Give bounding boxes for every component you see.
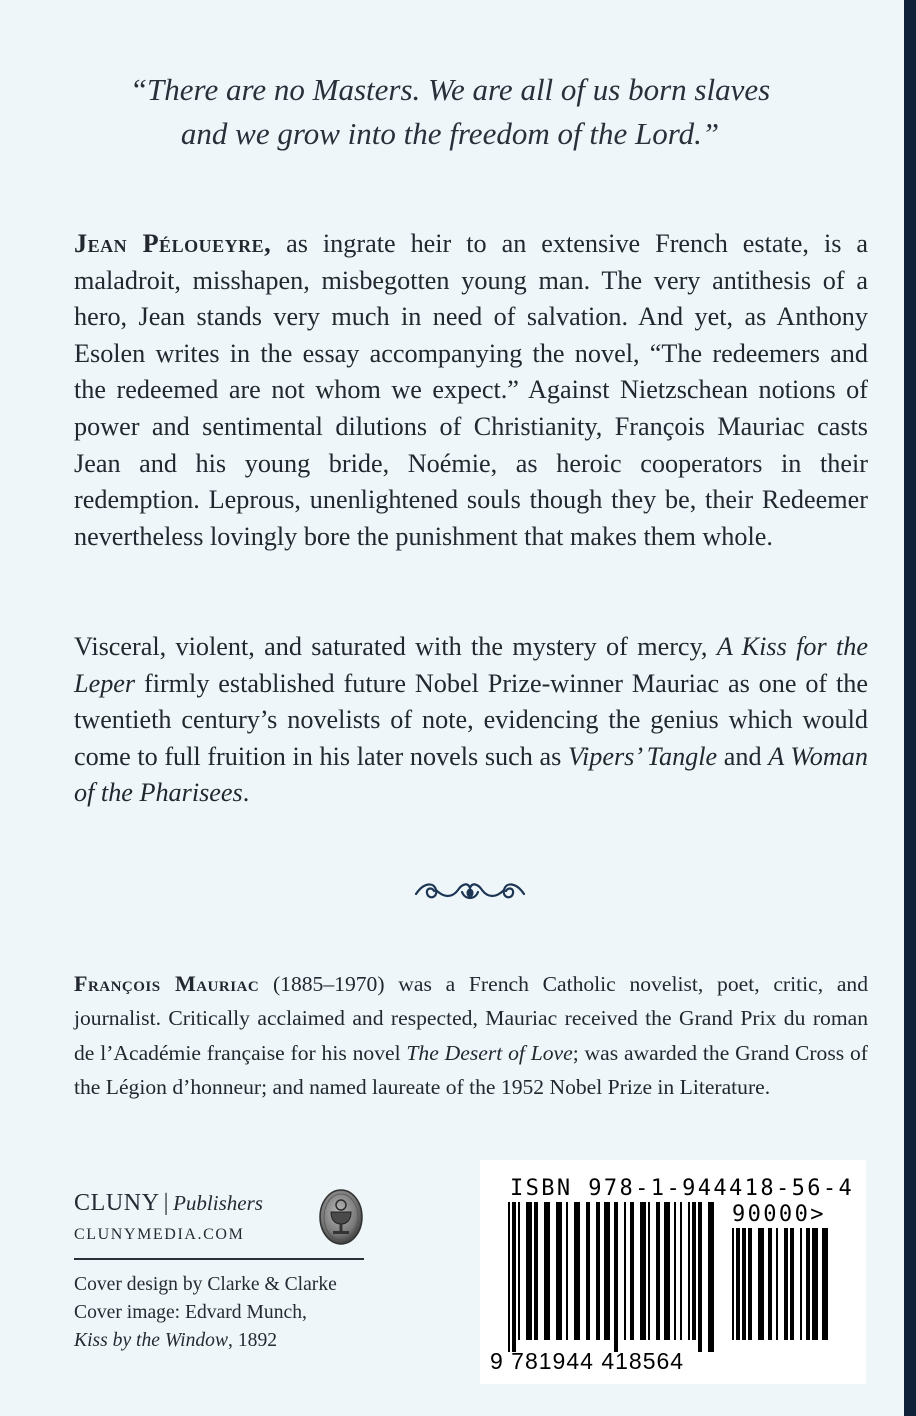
barcode-bar: [776, 1228, 778, 1340]
barcode-bar: [758, 1228, 764, 1340]
barcode-bar: [784, 1228, 788, 1340]
barcode-bar: [526, 1202, 532, 1340]
spine-edge: [904, 0, 916, 1416]
barcode-bar: [566, 1202, 568, 1340]
quote-line-2: and we grow into the freedom of the Lord.”: [180, 116, 720, 151]
barcode-box: [480, 1160, 866, 1384]
barcode-bar: [544, 1202, 550, 1340]
author-bio: [74, 967, 868, 1105]
publisher-url[interactable]: CLUNYMEDIA.COM: [74, 1226, 245, 1243]
scroll-flourish-icon: [412, 872, 528, 912]
publisher-block: [74, 1186, 364, 1256]
blurb-paragraph-1: [74, 226, 868, 555]
cover-credits: [74, 1271, 374, 1355]
barcode-bar: [604, 1202, 610, 1340]
barcode-bar: [508, 1202, 510, 1352]
isbn-number: ISBN 978-1-944418-56-4: [510, 1176, 855, 1201]
barcode-bar: [736, 1228, 740, 1340]
barcode-bar: [664, 1202, 670, 1340]
barcode-bar: [518, 1202, 520, 1340]
barcode-bar: [596, 1202, 600, 1340]
barcode-bar: [698, 1202, 702, 1352]
publisher-divider: [74, 1258, 364, 1260]
quote-line-1: “There are no Masters. We are all of us born slaves: [129, 72, 771, 107]
publisher-label: Publishers: [173, 1191, 263, 1215]
blurb-paragraph-2: [74, 629, 868, 812]
barcode-bar: [656, 1202, 660, 1340]
epigraph-quote: [60, 68, 840, 156]
bio-text-a: (1885–1970) was a French Catholic novelist, poet, critic, and journalist. Critically acclaimed and respected, Mauriac received the Grand Prix du roman de l’Académie française for his novel: [74, 972, 869, 1065]
barcode-bar: [748, 1228, 752, 1340]
chalice-seal-icon: [318, 1188, 364, 1246]
author-name: François Mauriac: [74, 971, 260, 996]
barcode-bar: [534, 1202, 538, 1340]
blurb-lead-name: Jean Péloueyre,: [74, 229, 272, 258]
barcode-bar: [512, 1202, 516, 1352]
barcode-bar: [822, 1228, 828, 1340]
barcode-bar: [732, 1228, 734, 1340]
barcode-bar: [614, 1202, 618, 1352]
publisher-separator: |: [163, 1190, 170, 1216]
title-woman-of-pharisees: A Woman of the Pharisees: [74, 741, 868, 808]
ean-barcode: [508, 1202, 716, 1352]
publisher-name: CLUNY: [74, 1190, 160, 1216]
ean-digits: 9 781944 418564: [490, 1348, 685, 1374]
barcode-bar: [812, 1228, 818, 1340]
barcode-bar: [800, 1228, 802, 1340]
barcode-bar: [680, 1202, 682, 1340]
barcode-bar: [742, 1228, 746, 1340]
bio-text-b: ; was awarded the Grand Cross of the Légion d’honneur; and named laureate of the 1952 Nobel Prize in Literature.: [74, 1040, 868, 1100]
barcode-bar: [692, 1202, 696, 1340]
blurb-p2-text-a: Visceral, violent, and saturated with the mystery of mercy,: [74, 632, 717, 661]
credit-design: Cover design by Clarke & Clarke: [74, 1274, 337, 1295]
credit-image: Cover image: Edvard Munch,: [74, 1302, 307, 1323]
addon-barcode: [732, 1228, 836, 1352]
barcode-bar: [574, 1202, 580, 1340]
barcode-bar: [640, 1202, 646, 1340]
barcode-bar: [688, 1202, 690, 1340]
blurb-p2-text-b: firmly established future Nobel Prize-winner Mauriac as one of the twentieth century’s novelists of note, evidencing the genius which would come to full fruition in his later novels such as: [74, 668, 868, 771]
barcode-bar: [630, 1202, 634, 1340]
barcode-bar: [674, 1202, 676, 1340]
price-addon: 90000>: [732, 1202, 826, 1227]
barcode-bar: [708, 1202, 714, 1352]
barcode-bar: [624, 1202, 626, 1340]
barcode-bar: [790, 1228, 794, 1340]
barcode-bar: [556, 1202, 562, 1340]
barcode-bar: [806, 1228, 810, 1340]
title-kiss-for-the-leper: A Kiss for the Leper: [74, 632, 869, 698]
blurb-p2-text-d: .: [242, 778, 250, 808]
blurb-p1-text: as ingrate heir to an extensive French estate, is a maladroit, misshapen, misbegotten young man. The very antithesis of a hero, Jean stands very much in need of salvation. And yet, as Anthony Esolen writes in the essay accompanying the novel, “The redeemers and the redeemed are not whom we expect.” Against Nietzschean notions of power and sentimental dilutions of Christianity, François Mauriac casts Jean and his young bride, Noémie, as heroic cooperators in their redemption. Leprous, unenlightened souls though they be, their Redeemer nevertheless lovingly bore the punishment that makes them whole.: [74, 229, 868, 551]
title-desert-of-love: The Desert of Love: [406, 1040, 573, 1065]
blurb-p2-text-c: and: [717, 741, 769, 771]
credit-image-title: Kiss by the Window: [74, 1330, 229, 1351]
credit-image-title-line: [74, 1327, 374, 1355]
barcode-bar: [648, 1202, 650, 1340]
credit-image-year: , 1892: [228, 1330, 278, 1351]
title-vipers-tangle: Vipers’ Tangle: [567, 741, 718, 771]
barcode-bar: [586, 1202, 590, 1340]
barcode-bar: [768, 1228, 772, 1340]
